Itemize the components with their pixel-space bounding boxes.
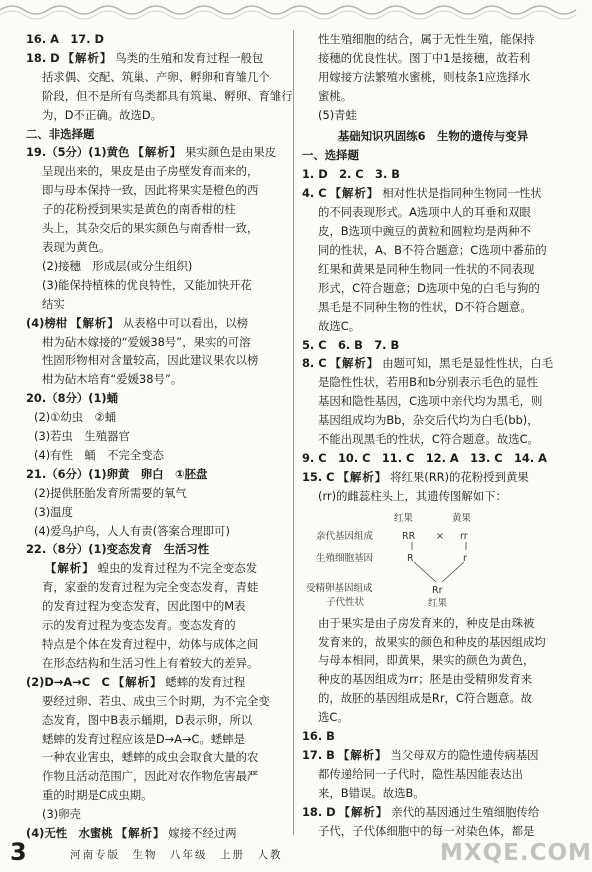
book-edition-label: 河南专版 生物 八年级 上册 人教 [70, 849, 283, 861]
parent-rr-dominant: RR [402, 530, 416, 542]
left-column [26, 30, 293, 843]
text-line: 柑为砧木嫁接的“爱媛38号”，果实的可溶 [42, 334, 251, 349]
answer-line-with-explanation [302, 354, 564, 373]
text-line: 来，B错误。故选B。 [318, 785, 425, 800]
column-divider [293, 30, 294, 835]
answer-key: (4)榜柑 [26, 315, 68, 330]
germ-cell-label: 生殖细胞基因 [316, 552, 374, 564]
answer-line-with-explanation [26, 559, 288, 578]
answer-key: 18. D [26, 50, 60, 65]
explanation-text: 当父母双方的隐性遗传病基因 [390, 748, 539, 762]
answer-key: 15. C [302, 469, 335, 484]
text-line: 子的花粉授到果实是黄色的南香柑的柱 [42, 202, 236, 217]
explanation-text: 鸟类的生殖和发育过程一般包 [115, 50, 264, 65]
explanation-tag: 【 解析 】 [130, 143, 184, 162]
page-footer [0, 838, 592, 872]
text-line: 示的发育过程为变态发育。变态发育的 [42, 618, 236, 633]
text-line: 用嫁接方法繁殖水蜜桃，则枝条1应选择水 [318, 69, 531, 84]
text-line: 阶段，但不是所有鸟类都具有筑巢、孵卵、育雏行 [42, 88, 293, 103]
parent-red-label: 红果 [394, 512, 414, 524]
answer-subline: (2)提供胚胎发育所需要的氧气 [34, 485, 187, 500]
right-column-bottom [302, 614, 564, 841]
text-line: 头上，其杂交后的果实颜色与南香柑一致， [42, 221, 259, 236]
text-line: 与母本相同，即黄果，果实的颜色为黄色， [318, 653, 535, 668]
text-line: 表现为黄色。 [42, 239, 111, 254]
text-line: 黑毛是不同种生物的性状，D不符合题意。 [318, 299, 532, 314]
text-line: 的，故胚的基因组成是Rr，C符合题意。故 [318, 691, 533, 706]
text-line: 括求偶、交配、筑巢、产卵、孵卵和育雏几个 [42, 69, 270, 84]
explanation-tag: 【 解析 】 [111, 673, 165, 692]
answer-key: 18. D [302, 804, 336, 819]
text-line: 结实 [42, 296, 65, 311]
offspring-trait: 红果 [428, 597, 448, 609]
text-line: 为，D不正确。故选D。 [42, 107, 163, 122]
exercise-title: 基础知识巩固练6 生物的遗传与变异 [337, 128, 529, 143]
text-line: 作物且活动范围广，因此对农作物危害最严 [42, 769, 259, 784]
parent-rr-recessive: rr [460, 530, 468, 542]
text-line: 选C。 [318, 710, 349, 725]
answer-key: 19.（5分）(1)黄色 [26, 145, 130, 160]
cross-symbol: × [436, 530, 444, 542]
text-line: 即与母本保持一致，因此将果实是橙色的西 [42, 183, 259, 198]
answer-subline: (4)有性 蛹 不完全变态 [34, 447, 165, 462]
answer-key: 17. B [302, 748, 335, 762]
explanation-tag: 【 解析 】 [43, 559, 97, 578]
text-line: 性固形物相对含量较高，因此建议果农以榜 [42, 353, 259, 368]
explanation-tag: 【 解析 】 [114, 824, 168, 843]
explanation-tag: 【 解析 】 [328, 354, 382, 373]
answer-line-with-explanation [26, 314, 288, 333]
text-line: 的发育过程为变态发育，因此图中的M表 [42, 599, 246, 614]
answer-line-with-explanation [302, 803, 564, 822]
answer-line: 1. D 2. C 3. B [302, 167, 400, 182]
section-heading: 二、非选择题 [26, 126, 95, 141]
text-line: 子代，子代体细胞中的每一对染色体，都是 [318, 823, 535, 838]
answer-line-with-explanation [26, 673, 288, 692]
text-line: 红果和黄果是同种生物同一性状的不同表现 [318, 261, 535, 276]
text-line: 皮，B选项中豌豆的黄粒和圆粒均是两种不 [318, 224, 531, 239]
answer-subline: (2)①幼虫 ②蛹 [34, 410, 117, 425]
answer-line: 21.（6分）(1)卵黄 卵白 ①胚盘 [26, 466, 208, 481]
right-column-top [302, 30, 564, 506]
text-line: 呈现出来的，果皮是由子房壁发育而来的， [42, 164, 259, 179]
right-column [302, 30, 564, 841]
text-line: (3)能保持植株的优良特性，又能加快开花 [42, 277, 252, 292]
explanation-tag: 【 解析 】 [61, 49, 115, 68]
genetic-cross-diagram [302, 508, 564, 612]
answer-line: 22.（8分）(1)变态发育 生活习性 [26, 542, 210, 557]
explanation-text: 将红果(RR)的花粉授到黄果 [390, 469, 529, 484]
answer-subline: (3)温度 [34, 504, 73, 519]
explanation-tag: 【 解析 】 [336, 746, 390, 765]
answer-subline: (3)若虫 生殖器官 [34, 429, 130, 444]
text-line: 蜜桃。 [318, 88, 353, 103]
parent-yellow-label: 黄果 [452, 512, 472, 524]
text-line: 蟋蟀的发育过程应该是D→A→C。蟋蟀是 [42, 731, 246, 746]
text-line: (3)卵壳 [42, 807, 81, 822]
text-line: 特点是个体在发育过程中，幼体与成体之间 [42, 637, 259, 651]
text-line: 基因和隐性基因，C选项中亲代均为黑毛，则 [318, 394, 543, 409]
answer-line-with-explanation [302, 184, 564, 203]
text-line: 重的时期是C成虫期。 [42, 788, 153, 803]
zygote-genotype-label: 受精卵基因组成 [306, 582, 373, 594]
answer-line-with-explanation [302, 746, 564, 765]
page-number: 3 [10, 838, 27, 866]
answer-line-with-explanation [26, 143, 288, 162]
text-line: 接穗的优良性状。图丁中1是接穗，故若利 [318, 50, 531, 65]
explanation-tag: 【 解析 】 [336, 468, 390, 487]
answer-line: 5. C 6. B 7. B [302, 337, 400, 352]
text-line: 种皮的基因组成为rr；胚是由受精卵发育来 [318, 672, 533, 687]
text-line: 在形态结构和生活习性上有着较大的差异。 [42, 655, 259, 670]
text-line: 育，家蚕的发育过程为完全变态发育，青蛙 [42, 580, 259, 595]
text-line: 不能出现黑毛的性状，C符合题意。故选C。 [318, 432, 539, 447]
answer-subline: (4)爱鸟护鸟，人人有责(答案合理即可) [34, 523, 230, 538]
watermark: MXQE.COM [440, 840, 592, 866]
explanation-text: 从表格中可以看出，以榜 [122, 315, 249, 330]
explanation-tag: 【 解析 】 [337, 803, 391, 822]
explanation-text: 蟋蟀的发育过程 [165, 674, 246, 689]
text-line: 发育来的，故果实的颜色和种皮的基因组成均 [318, 634, 546, 649]
text-line: 由于果实是由子房发育来的，种皮是由珠被 [318, 615, 535, 630]
answer-key: 4. C [302, 186, 327, 201]
offspring-trait-label: 子代性状 [326, 596, 365, 608]
text-line: 的不同表现形式。A选项中人的耳垂和双眼 [318, 205, 531, 220]
explanation-text: 蝗虫的发育过程为不完全变态发 [97, 561, 258, 576]
gamete-R: R [407, 552, 414, 564]
parent-genotype-label: 亲代基因组成 [316, 530, 374, 542]
text-line: 要经过卵、若虫、成虫三个时期，为不完全变 [42, 693, 270, 708]
text-line: 同的性状，A、B不符合题意；C选项中番茄的 [318, 242, 547, 257]
decorative-wave-border [0, 0, 576, 24]
explanation-text: 相对性状是指同种生物同一性状 [382, 186, 542, 201]
answer-line-with-explanation [302, 468, 564, 487]
text-line: 形式，C符合题意；D选项中兔的白毛与狗的 [318, 280, 540, 295]
answer-key: 8. C [302, 356, 327, 371]
answer-line: 9. C 10. C 11. C 12. A 13. C 14. A [302, 450, 547, 465]
text-line: (2)接穗 形成层(或分生组织) [42, 258, 193, 273]
answer-key: (4)无性 水蜜桃 [26, 826, 113, 841]
text-line: 都传递给同一子代时，隐性基因能表达出 [318, 766, 524, 781]
explanation-tag: 【 解析 】 [328, 184, 382, 203]
answer-line: 16. B [302, 729, 335, 744]
text-line: (rr)的雌蕊柱头上，其遗传图解如下： [318, 488, 507, 503]
text-line: 态发育，图中B表示蛹期，D表示卵，所以 [42, 712, 253, 727]
text-line: 是隐性性状，若用B和b分别表示毛色的显性 [318, 375, 539, 390]
explanation-text: 亲代的基因通过生殖细胞传给 [391, 804, 540, 819]
text-line: 故选C。 [318, 318, 361, 333]
answer-line-with-explanation [26, 49, 288, 68]
text-line: 柑为砧木培育“爱媛38号”。 [42, 372, 183, 387]
answer-line: 16. A 17. D [26, 32, 104, 46]
text-line: 基因组成均为Bb，杂交后代均为白毛(bb)， [318, 413, 539, 428]
answer-line: 20.（8分）(1)蛹 [26, 391, 119, 406]
explanation-text: 嫁接不经过两 [168, 826, 237, 841]
answer-key: (2)D→A→C C [26, 674, 110, 689]
section-heading: 一、选择题 [302, 148, 359, 163]
text-line: (5)青蛙 [318, 107, 357, 122]
gamete-r: r [463, 552, 467, 564]
offspring-genotype: Rr [432, 584, 443, 596]
text-line: 性生殖细胞的结合，属于无性生殖，能保持 [318, 32, 535, 46]
text-line: 一种农业害虫，蟋蟀的成虫会取食大量的农 [42, 750, 259, 765]
explanation-tag: 【 解析 】 [68, 314, 122, 333]
explanation-text: 果实颜色是由果皮 [185, 145, 277, 160]
explanation-text: 由题可知，黑毛是显性性状，白毛 [382, 356, 554, 371]
